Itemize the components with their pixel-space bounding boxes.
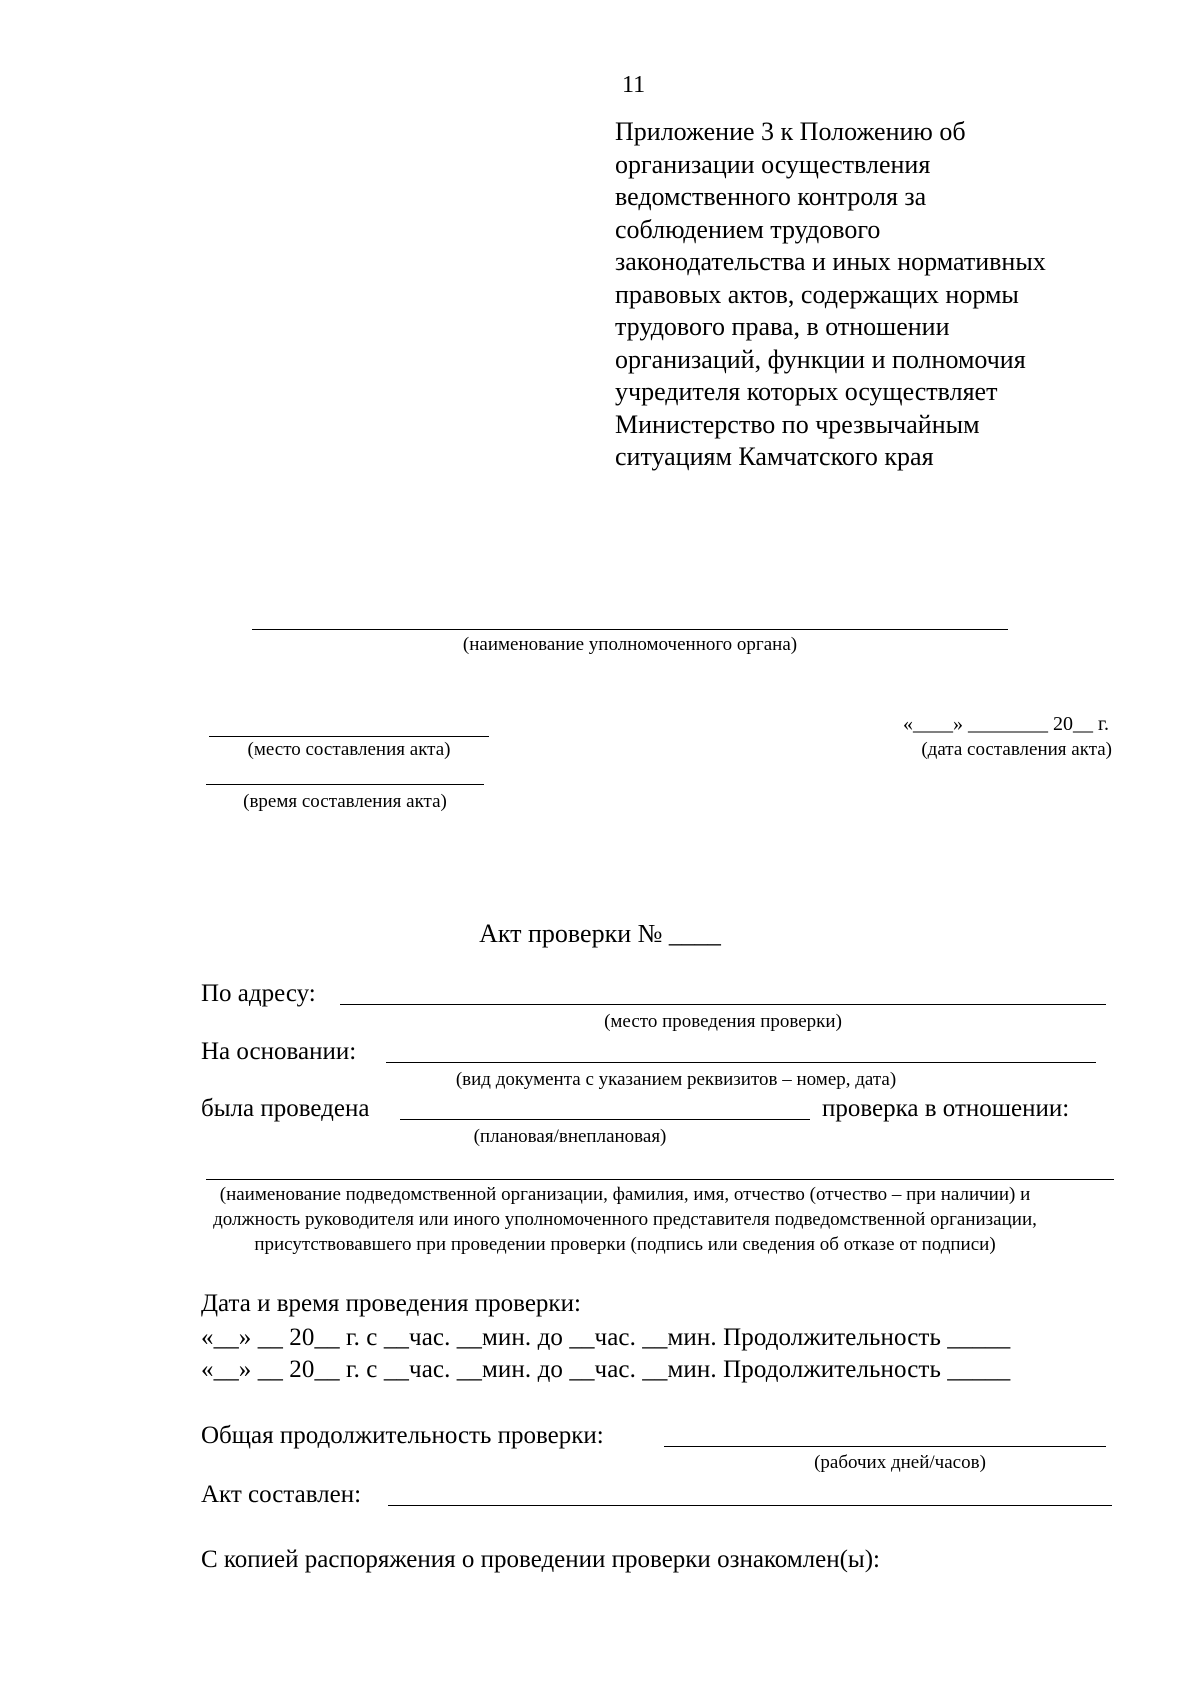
appendix-header xyxy=(615,116,1115,474)
time-caption: (время составления акта) xyxy=(243,791,447,812)
appendix-line: законодательства и иных нормативных xyxy=(615,247,1046,276)
address-label: По адресу: xyxy=(201,980,316,1007)
organization-caption-line: (наименование подведомственной организации, фамилия, имя, отчество (отчество – при наличии) и xyxy=(219,1184,1031,1205)
appendix-line: ситуациям Камчатского края xyxy=(615,442,934,471)
place-caption: (место составления акта) xyxy=(247,739,451,760)
appendix-line: правовых актов, содержащих нормы xyxy=(615,279,1019,309)
total-duration-caption: (рабочих дней/часов) xyxy=(814,1452,986,1473)
compiled-label: Акт составлен: xyxy=(201,1481,362,1508)
basis-label: На основании: xyxy=(201,1038,357,1065)
total-duration-label: Общая продолжительность проверки: xyxy=(201,1422,604,1449)
conducted-suffix: проверка в отношении: xyxy=(822,1095,1070,1122)
time-field-line[interactable] xyxy=(206,784,484,785)
compiled-field-line[interactable] xyxy=(388,1505,1112,1506)
datetime-row[interactable]: «__» __ 20__ г. с __час. __мин. до __час. __мин. Продолжительность _____ xyxy=(201,1356,1011,1383)
appendix-line: трудового права, в отношении xyxy=(615,312,950,341)
appendix-line: учредителя которых осуществляет xyxy=(615,377,998,406)
page-number: 11 xyxy=(622,72,646,98)
organization-caption-line: должность руководителя или иного уполномоченного представителя подведомственной организации, xyxy=(213,1209,1037,1230)
conducted-caption: (плановая/внеплановая) xyxy=(473,1126,667,1147)
organization-caption xyxy=(130,1182,1120,1257)
address-field-line[interactable] xyxy=(340,1004,1106,1005)
appendix-line: организаций, функции и полномочия xyxy=(615,344,1026,374)
address-caption: (место проведения проверки) xyxy=(604,1011,842,1032)
appendix-line: Министерство по чрезвычайным xyxy=(615,409,980,439)
basis-caption: (вид документа с указанием реквизитов – номер, дата) xyxy=(455,1069,897,1090)
datetime-label: Дата и время проведения проверки: xyxy=(201,1290,581,1317)
appendix-line: Приложение 3 к Положению об xyxy=(615,117,966,146)
conducted-label: была проведена xyxy=(201,1095,370,1122)
appendix-line: ведомственного контроля за xyxy=(615,182,927,211)
date-template[interactable]: «____» ________ 20__ г. xyxy=(903,713,1109,735)
organization-field-line[interactable] xyxy=(206,1179,1114,1180)
organization-caption-line: присутствовавшего при проведении проверки (подпись или сведения об отказе от подписи) xyxy=(254,1234,996,1255)
appendix-line: соблюдением трудового xyxy=(615,214,881,244)
conducted-type-field-line[interactable] xyxy=(400,1119,810,1120)
date-caption: (дата составления акта) xyxy=(921,739,1112,760)
place-field-line[interactable] xyxy=(209,736,489,737)
authority-field-line[interactable] xyxy=(252,629,1008,630)
datetime-row[interactable]: «__» __ 20__ г. с __час. __мин. до __час. __мин. Продолжительность _____ xyxy=(201,1324,1011,1351)
copy-acknowledgment-label: С копией распоряжения о проведении проверки ознакомлен(ы): xyxy=(201,1546,880,1573)
act-title: Акт проверки № ____ xyxy=(479,919,721,948)
basis-field-line[interactable] xyxy=(386,1062,1096,1063)
appendix-line: организации осуществления xyxy=(615,149,931,179)
authority-caption: (наименование уполномоченного органа) xyxy=(462,634,798,655)
total-duration-field-line[interactable] xyxy=(664,1446,1106,1447)
